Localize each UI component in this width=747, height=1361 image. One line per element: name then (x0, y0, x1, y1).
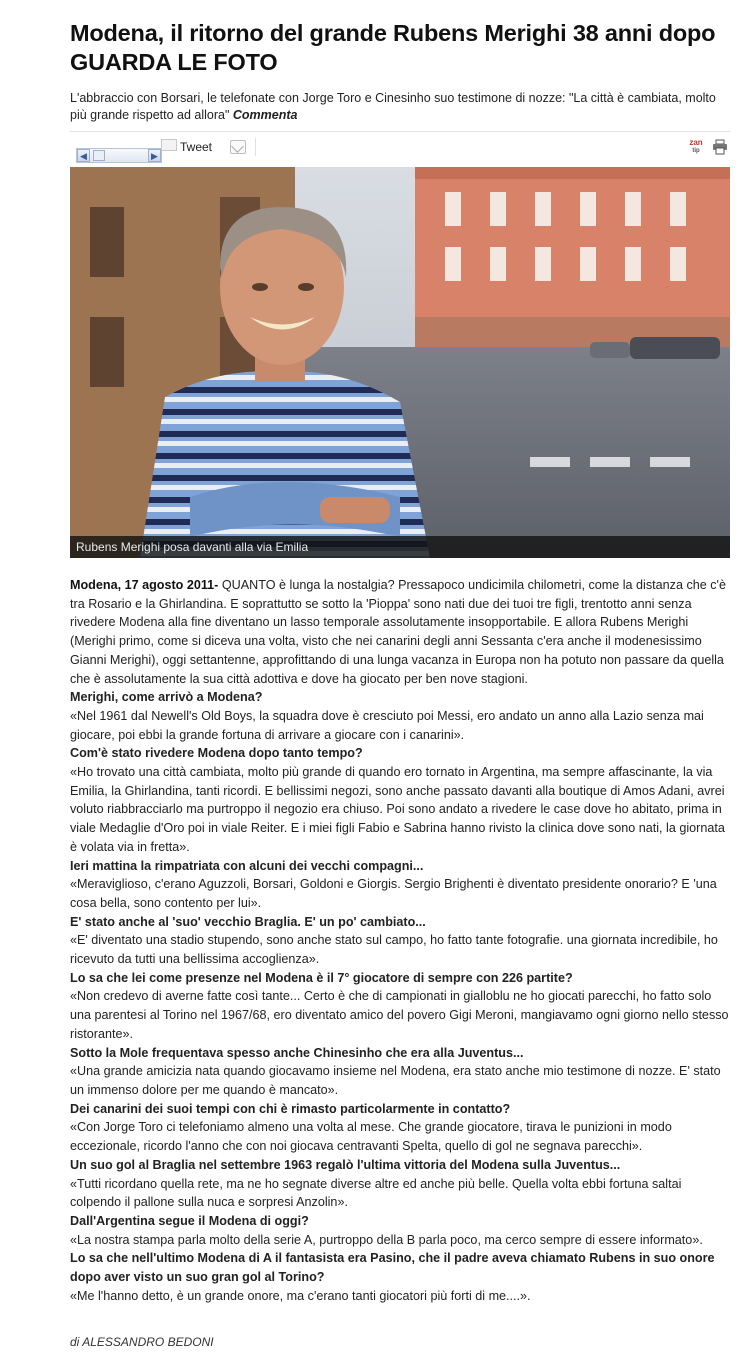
dateline: Modena, 17 agosto 2011- (70, 578, 219, 592)
article-body (70, 576, 732, 1305)
answer: «Con Jorge Toro ci telefoniamo almeno una volta al mese. Che grande giocatore, tirava le punizioni in modo eccezionale, ricordo l'anno che con noi giocava centravanti Spelta, quello di gol ne segnava parecchi». (70, 1120, 672, 1154)
print-icon[interactable] (712, 139, 728, 155)
lead-text: è lunga la nostalgia? Pressapoco undicimila chilometri, come la distanza che c'è tra Rosario e la Ghirlandina. E soprattutto se sotto la 'Pioppa' sono nati due dei tuoi tre figli, trentotto anni senza rivedere Modena alla fine diventano un lasso temporale assolutamente insopportabile. E allora Rubens Merighi (Merighi primo, come si diceva una volta, visto che nei canarini degli anni Sessanta c'era anche il modenesissimo Gianni Merighi), oggi settantenne, approfittando di una lunga vacanza in Europa non ha potuto non passare da quella che è assolutamente la sua città adottiva e dove ha giocato per ben nove stagioni. (70, 578, 726, 686)
lead-paragraph (70, 576, 732, 688)
zoom-sub-label: tip (692, 148, 700, 154)
scroll-left-icon[interactable]: ◀ (77, 149, 90, 162)
answer: «Ho trovato una città cambiata, molto più grande di quando ero tornato in Argentina, ma sempre affascinante, la via Emilia, la Ghirlandina, tanti ricordi. E bellissimi negozi, sono anche passato davanti alla boutique di Amos Adani, avrei voluto riabbracciarlo ma purtroppo il negozio era chiuso. Poi sono andato a rivedere le case dove ho abitato, prima in viale Medaglie d'Oro poi in viale Reiter. E i miei figli Fabio e Sabrina hanno rivisto la clinica dove sono nati, la giornata è volata via in fretta». (70, 765, 725, 854)
share-scroller[interactable] (76, 148, 162, 163)
answer: «Me l'hanno detto, è un grande onore, ma c'erano tanti giocatori più forti di me....». (70, 1288, 531, 1303)
share-toolbar (70, 131, 730, 166)
question: Merighi, come arrivò a Modena? (70, 690, 263, 705)
scroll-thumb[interactable] (93, 150, 105, 161)
answer: «E' diventato una stadio stupendo, sono anche stato sul campo, ho fatto tante fotografie. una giornata incredibile, ho ricevuto da tutti una bellissima accoglienza». (70, 933, 718, 967)
answer: «Tutti ricordano quella rete, ma ne ho segnate diverse altre ed anche più belle. Quella volta ebbi fortuna saltai colpendo il pallone sulla nuca e sorpresi Anzolin». (70, 1176, 682, 1210)
subtitle-text: L'abbraccio con Borsari, le telefonate con Jorge Toro e Cinesinho suo testimone di nozze: "La città è cambiata, molto più grande rispetto ad allora" (70, 91, 716, 122)
article-photo[interactable] (70, 167, 730, 558)
answer: «Non credevo di averne fatte così tante... Certo è che di campionati in gialloblu ne ho giocati parecchi, ho fatto solo una parentesi al Torino nel 1967/68, ero diventato amico del povero Gigi Meroni, mangiavamo ogni giorno nello stesso ristorante». (70, 989, 729, 1041)
question: Com'è stato rivedere Modena dopo tanto tempo? (70, 746, 363, 761)
photo-caption-text: Rubens Merighi posa davanti alla via Emilia (76, 540, 309, 554)
zoom-label: zan (689, 138, 703, 147)
byline: di ALESSANDRO BEDONI (70, 1335, 214, 1349)
question: Un suo gol al Braglia nel settembre 1963 regalò l'ultima vittoria del Modena sulla Juventus... (70, 1157, 621, 1172)
answer: «Meraviglioso, c'erano Aguzzoli, Borsari, Goldoni e Giorgis. Sergio Brighenti è diventato presidente onorario? E 'una cosa bella, sono contento per lui». (70, 877, 717, 910)
tweet-button[interactable]: Tweet (180, 140, 213, 154)
question: E' stato anche al 'suo' vecchio Braglia. E' un po' cambiato... (70, 914, 426, 929)
question: Sotto la Mole frequentava spesso anche Chinesinho che era alla Juventus... (70, 1045, 524, 1060)
question: Dall'Argentina segue il Modena di oggi? (70, 1213, 309, 1228)
answer: «Una grande amicizia nata quando giocavamo insieme nel Modena, era stato anche mio testimone di nozze. E' stato un immenso dolore per me quando è mancato». (70, 1064, 721, 1097)
toolbar-divider (255, 138, 256, 156)
question: Lo sa che lei come presenze nel Modena è il 7° giocatore di sempre con 226 partite? (70, 970, 573, 985)
article-subtitle (70, 90, 735, 124)
zoom-icon[interactable] (687, 139, 705, 155)
question: Dei canarini dei suoi tempi con chi è rimasto particolarmente in contatto? (70, 1101, 511, 1116)
photo-caption (70, 536, 730, 558)
tweet-count-box (161, 139, 177, 151)
question: Ieri mattina la rimpatriata con alcuni dei vecchi compagni... (70, 858, 424, 873)
question: Lo sa che nell'ultimo Modena di A il fantasista era Pasino, che il padre aveva chiamato Rubens in suo onore dopo aver visto un suo gran gol al Torino? (70, 1251, 715, 1285)
answer: «La nostra stampa parla molto della serie A, purtroppo della B parla poco, ma cerco sempre di essere informato». (70, 1232, 703, 1247)
mail-icon[interactable] (230, 140, 246, 154)
lead-word: QUANTO (221, 578, 276, 592)
article-title: Modena, il ritorno del grande Rubens Merighi 38 anni dopo GUARDA LE FOTO (70, 20, 716, 75)
photo-illustration (70, 167, 730, 558)
comment-link[interactable]: Commenta (232, 108, 298, 122)
scroll-right-icon[interactable]: ▶ (148, 149, 161, 162)
answer: «Nel 1961 dal Newell's Old Boys, la squadra dove è cresciuto poi Messi, ero andato un anno alla Lazio senza mai giocare, poi ebbi la grande fortuna di arrivare a giocare con i canarini». (70, 708, 704, 742)
